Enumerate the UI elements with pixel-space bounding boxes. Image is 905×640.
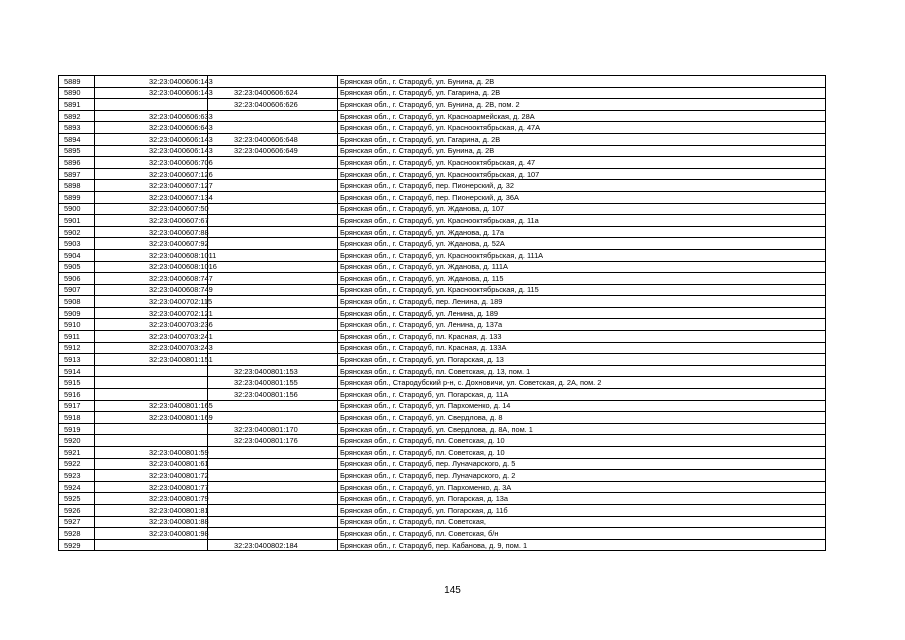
row-number-cell: 5919: [59, 423, 95, 435]
table-row: [59, 145, 826, 157]
address-cell: Брянская обл., г. Стародуб, ул. Свердлова, д. 8: [338, 412, 826, 424]
address-cell: Брянская обл., г. Стародуб, пл. Советская, д. 10: [338, 447, 826, 459]
cadastral-number-cell: 32:23:0400608:1016: [95, 261, 208, 273]
cadastral-number-cell: 32:23:0400607:134: [95, 191, 208, 203]
row-number-cell: 5913: [59, 354, 95, 366]
row-number-cell: 5921: [59, 447, 95, 459]
address-cell: Брянская обл., г. Стародуб, ул. Погарская, д. 13а: [338, 493, 826, 505]
object-cadastral-number-cell: [208, 296, 338, 308]
object-cadastral-number-cell: [208, 122, 338, 134]
address-cell: Брянская обл., Стародубский р-н, с. Дохновичи, ул. Советская, д. 2А, пом. 2: [338, 377, 826, 389]
address-cell: Брянская обл., г. Стародуб, ул. Ленина, д. 137а: [338, 319, 826, 331]
address-cell: Брянская обл., г. Стародуб, ул. Погарская, д. 11А: [338, 389, 826, 401]
object-cadastral-number-cell: 32:23:0400606:626: [208, 99, 338, 111]
table-row: [59, 389, 826, 401]
object-cadastral-number-cell: [208, 191, 338, 203]
address-cell: Брянская обл., г. Стародуб, пл. Советская,: [338, 516, 826, 528]
table-row: [59, 435, 826, 447]
address-cell: Брянская обл., г. Стародуб, пл. Советская, б/н: [338, 528, 826, 540]
address-cell: Брянская обл., г. Стародуб, ул. Жданова, д. 17а: [338, 226, 826, 238]
address-cell: Брянская обл., г. Стародуб, ул. Жданова, д. 111А: [338, 261, 826, 273]
cadastral-number-cell: [95, 435, 208, 447]
row-number-cell: 5916: [59, 389, 95, 401]
object-cadastral-number-cell: [208, 528, 338, 540]
cadastral-number-cell: 32:23:0400608:747: [95, 273, 208, 285]
object-cadastral-number-cell: [208, 470, 338, 482]
cadastral-number-cell: 32:23:0400606:633: [95, 110, 208, 122]
row-number-cell: 5891: [59, 99, 95, 111]
object-cadastral-number-cell: [208, 493, 338, 505]
object-cadastral-number-cell: 32:23:0400606:649: [208, 145, 338, 157]
address-cell: Брянская обл., г. Стародуб, пер. Луначарского, д. 2: [338, 470, 826, 482]
address-cell: Брянская обл., г. Стародуб, ул. Жданова, д. 107: [338, 203, 826, 215]
table-row: [59, 133, 826, 145]
address-cell: Брянская обл., г. Стародуб, ул. Гагарина, д. 2В: [338, 87, 826, 99]
table-row: [59, 215, 826, 227]
table-row: [59, 249, 826, 261]
object-cadastral-number-cell: [208, 168, 338, 180]
cadastral-number-cell: 32:23:0400801:151: [95, 354, 208, 366]
address-cell: Брянская обл., г. Стародуб, ул. Краснооктябрьская, д. 107: [338, 168, 826, 180]
table-row: [59, 539, 826, 551]
address-cell: Брянская обл., г. Стародуб, ул. Погарская, д. 13: [338, 354, 826, 366]
address-cell: Брянская обл., г. Стародуб, ул. Краснооктябрьская, д. 47А: [338, 122, 826, 134]
cadastral-number-cell: 32:23:0400702:121: [95, 307, 208, 319]
row-number-cell: 5899: [59, 191, 95, 203]
row-number-cell: 5911: [59, 331, 95, 343]
table-row: [59, 423, 826, 435]
row-number-cell: 5926: [59, 504, 95, 516]
object-cadastral-number-cell: [208, 412, 338, 424]
table-row: [59, 273, 826, 285]
object-cadastral-number-cell: [208, 273, 338, 285]
cadastral-number-cell: 32:23:0400608:749: [95, 284, 208, 296]
row-number-cell: 5908: [59, 296, 95, 308]
table-row: [59, 87, 826, 99]
row-number-cell: 5909: [59, 307, 95, 319]
object-cadastral-number-cell: [208, 226, 338, 238]
row-number-cell: 5893: [59, 122, 95, 134]
row-number-cell: 5896: [59, 157, 95, 169]
address-cell: Брянская обл., г. Стародуб, пер. Пионерский, д. 36А: [338, 191, 826, 203]
object-cadastral-number-cell: [208, 180, 338, 192]
address-cell: Брянская обл., г. Стародуб, ул. Бунина, д. 2В: [338, 76, 826, 88]
object-cadastral-number-cell: [208, 76, 338, 88]
row-number-cell: 5907: [59, 284, 95, 296]
cadastral-number-cell: 32:23:0400607:50: [95, 203, 208, 215]
table-row: [59, 377, 826, 389]
table-row: [59, 528, 826, 540]
row-number-cell: 5925: [59, 493, 95, 505]
table-row: [59, 319, 826, 331]
object-cadastral-number-cell: [208, 400, 338, 412]
row-number-cell: 5900: [59, 203, 95, 215]
row-number-cell: 5898: [59, 180, 95, 192]
cadastral-number-cell: 32:23:0400703:236: [95, 319, 208, 331]
cadastral-number-cell: 32:23:0400703:241: [95, 331, 208, 343]
address-cell: Брянская обл., г. Стародуб, ул. Пархоменко, д. 14: [338, 400, 826, 412]
table-row: [59, 365, 826, 377]
address-cell: Брянская обл., г. Стародуб, ул. Гагарина, д. 2В: [338, 133, 826, 145]
table-row: [59, 99, 826, 111]
cadastral-number-cell: [95, 99, 208, 111]
row-number-cell: 5902: [59, 226, 95, 238]
object-cadastral-number-cell: 32:23:0400606:648: [208, 133, 338, 145]
cadastral-number-cell: 32:23:0400801:98: [95, 528, 208, 540]
object-cadastral-number-cell: 32:23:0400801:155: [208, 377, 338, 389]
row-number-cell: 5903: [59, 238, 95, 250]
cadastral-number-cell: 32:23:0400801:165: [95, 400, 208, 412]
row-number-cell: 5922: [59, 458, 95, 470]
object-cadastral-number-cell: [208, 331, 338, 343]
object-cadastral-number-cell: [208, 203, 338, 215]
object-cadastral-number-cell: [208, 516, 338, 528]
row-number-cell: 5929: [59, 539, 95, 551]
address-cell: Брянская обл., г. Стародуб, ул. Краснооктябрьская, д. 47: [338, 157, 826, 169]
row-number-cell: 5917: [59, 400, 95, 412]
address-cell: Брянская обл., г. Стародуб, ул. Краснооктябрьская, д. 115: [338, 284, 826, 296]
address-cell: Брянская обл., г. Стародуб, пер. Луначарского, д. 5: [338, 458, 826, 470]
cadastral-number-cell: [95, 377, 208, 389]
cadastral-number-cell: 32:23:0400801:72: [95, 470, 208, 482]
table-row: [59, 400, 826, 412]
cadastral-number-cell: 32:23:0400606:643: [95, 122, 208, 134]
table-row: [59, 354, 826, 366]
address-cell: Брянская обл., г. Стародуб, пер. Пионерский, д. 32: [338, 180, 826, 192]
address-cell: Брянская обл., г. Стародуб, ул. Погарская, д. 11б: [338, 504, 826, 516]
object-cadastral-number-cell: [208, 284, 338, 296]
object-cadastral-number-cell: [208, 447, 338, 459]
row-number-cell: 5901: [59, 215, 95, 227]
object-cadastral-number-cell: 32:23:0400606:624: [208, 87, 338, 99]
row-number-cell: 5895: [59, 145, 95, 157]
table-row: [59, 458, 826, 470]
table-row: [59, 122, 826, 134]
cadastral-number-cell: 32:23:0400801:81: [95, 504, 208, 516]
row-number-cell: 5910: [59, 319, 95, 331]
row-number-cell: 5924: [59, 481, 95, 493]
cadastral-number-cell: 32:23:0400606:706: [95, 157, 208, 169]
row-number-cell: 5905: [59, 261, 95, 273]
cadastral-number-cell: 32:23:0400608:1011: [95, 249, 208, 261]
object-cadastral-number-cell: 32:23:0400802:184: [208, 539, 338, 551]
row-number-cell: 5920: [59, 435, 95, 447]
cadastral-number-cell: 32:23:0400703:243: [95, 342, 208, 354]
object-cadastral-number-cell: [208, 307, 338, 319]
cadastral-number-cell: 32:23:0400606:143: [95, 145, 208, 157]
object-cadastral-number-cell: [208, 261, 338, 273]
table-row: [59, 238, 826, 250]
object-cadastral-number-cell: [208, 238, 338, 250]
page-number: 145: [444, 585, 461, 596]
row-number-cell: 5894: [59, 133, 95, 145]
address-cell: Брянская обл., г. Стародуб, ул. Жданова, д. 115: [338, 273, 826, 285]
object-cadastral-number-cell: [208, 215, 338, 227]
address-cell: Брянская обл., г. Стародуб, ул. Свердлова, д. 8А, пом. 1: [338, 423, 826, 435]
address-cell: Брянская обл., г. Стародуб, ул. Пархоменко, д. 3А: [338, 481, 826, 493]
object-cadastral-number-cell: [208, 504, 338, 516]
row-number-cell: 5904: [59, 249, 95, 261]
registry-table: [58, 75, 826, 551]
cadastral-number-cell: 32:23:0400702:115: [95, 296, 208, 308]
row-number-cell: 5915: [59, 377, 95, 389]
address-cell: Брянская обл., г. Стародуб, ул. Жданова, д. 52А: [338, 238, 826, 250]
table-row: [59, 331, 826, 343]
table-row: [59, 296, 826, 308]
row-number-cell: 5923: [59, 470, 95, 482]
object-cadastral-number-cell: [208, 481, 338, 493]
cadastral-number-cell: [95, 423, 208, 435]
table-row: [59, 180, 826, 192]
address-cell: Брянская обл., г. Стародуб, ул. Краснооктябрьская, д. 111А: [338, 249, 826, 261]
cadastral-number-cell: 32:23:0400606:143: [95, 76, 208, 88]
table-row: [59, 412, 826, 424]
registry-table-body: [59, 76, 826, 551]
row-number-cell: 5889: [59, 76, 95, 88]
table-row: [59, 157, 826, 169]
table-row: [59, 493, 826, 505]
table-row: [59, 76, 826, 88]
cadastral-number-cell: 32:23:0400607:92: [95, 238, 208, 250]
object-cadastral-number-cell: [208, 249, 338, 261]
address-cell: Брянская обл., г. Стародуб, пл. Советская, д. 10: [338, 435, 826, 447]
row-number-cell: 5906: [59, 273, 95, 285]
row-number-cell: 5914: [59, 365, 95, 377]
row-number-cell: 5928: [59, 528, 95, 540]
table-row: [59, 307, 826, 319]
address-cell: Брянская обл., г. Стародуб, ул. Ленина, д. 189: [338, 307, 826, 319]
address-cell: Брянская обл., г. Стародуб, пер. Кабанова, д. 9, пом. 1: [338, 539, 826, 551]
object-cadastral-number-cell: [208, 354, 338, 366]
table-row: [59, 226, 826, 238]
address-cell: Брянская обл., г. Стародуб, ул. Красноармейская, д. 28А: [338, 110, 826, 122]
table-row: [59, 203, 826, 215]
cadastral-number-cell: [95, 365, 208, 377]
row-number-cell: 5927: [59, 516, 95, 528]
table-row: [59, 342, 826, 354]
table-row: [59, 516, 826, 528]
address-cell: Брянская обл., г. Стародуб, пл. Красная, д. 133: [338, 331, 826, 343]
table-row: [59, 191, 826, 203]
cadastral-number-cell: [95, 539, 208, 551]
object-cadastral-number-cell: 32:23:0400801:156: [208, 389, 338, 401]
cadastral-number-cell: 32:23:0400801:59: [95, 447, 208, 459]
row-number-cell: 5892: [59, 110, 95, 122]
cadastral-number-cell: 32:23:0400607:88: [95, 226, 208, 238]
address-cell: Брянская обл., г. Стародуб, ул. Краснооктябрьская, д. 11а: [338, 215, 826, 227]
table-row: [59, 168, 826, 180]
object-cadastral-number-cell: 32:23:0400801:170: [208, 423, 338, 435]
address-cell: Брянская обл., г. Стародуб, пл. Красная, д. 133А: [338, 342, 826, 354]
table-row: [59, 504, 826, 516]
row-number-cell: 5890: [59, 87, 95, 99]
address-cell: Брянская обл., г. Стародуб, пл. Советская, д. 13, пом. 1: [338, 365, 826, 377]
table-row: [59, 110, 826, 122]
cadastral-number-cell: 32:23:0400606:143: [95, 87, 208, 99]
table-row: [59, 261, 826, 273]
table-row: [59, 447, 826, 459]
object-cadastral-number-cell: 32:23:0400801:176: [208, 435, 338, 447]
address-cell: Брянская обл., г. Стародуб, ул. Бунина, д. 2В, пом. 2: [338, 99, 826, 111]
object-cadastral-number-cell: [208, 319, 338, 331]
row-number-cell: 5897: [59, 168, 95, 180]
address-cell: Брянская обл., г. Стародуб, пер. Ленина, д. 189: [338, 296, 826, 308]
object-cadastral-number-cell: [208, 458, 338, 470]
table-row: [59, 284, 826, 296]
object-cadastral-number-cell: 32:23:0400801:153: [208, 365, 338, 377]
row-number-cell: 5912: [59, 342, 95, 354]
table-row: [59, 481, 826, 493]
cadastral-number-cell: 32:23:0400607:126: [95, 168, 208, 180]
cadastral-number-cell: 32:23:0400606:143: [95, 133, 208, 145]
cadastral-number-cell: 32:23:0400607:127: [95, 180, 208, 192]
object-cadastral-number-cell: [208, 110, 338, 122]
cadastral-number-cell: 32:23:0400801:169: [95, 412, 208, 424]
table-row: [59, 470, 826, 482]
cadastral-number-cell: 32:23:0400801:77: [95, 481, 208, 493]
cadastral-number-cell: 32:23:0400607:67: [95, 215, 208, 227]
object-cadastral-number-cell: [208, 157, 338, 169]
cadastral-number-cell: 32:23:0400801:79: [95, 493, 208, 505]
object-cadastral-number-cell: [208, 342, 338, 354]
cadastral-number-cell: [95, 389, 208, 401]
cadastral-number-cell: 32:23:0400801:61: [95, 458, 208, 470]
address-cell: Брянская обл., г. Стародуб, ул. Бунина, д. 2В: [338, 145, 826, 157]
cadastral-number-cell: 32:23:0400801:88: [95, 516, 208, 528]
row-number-cell: 5918: [59, 412, 95, 424]
